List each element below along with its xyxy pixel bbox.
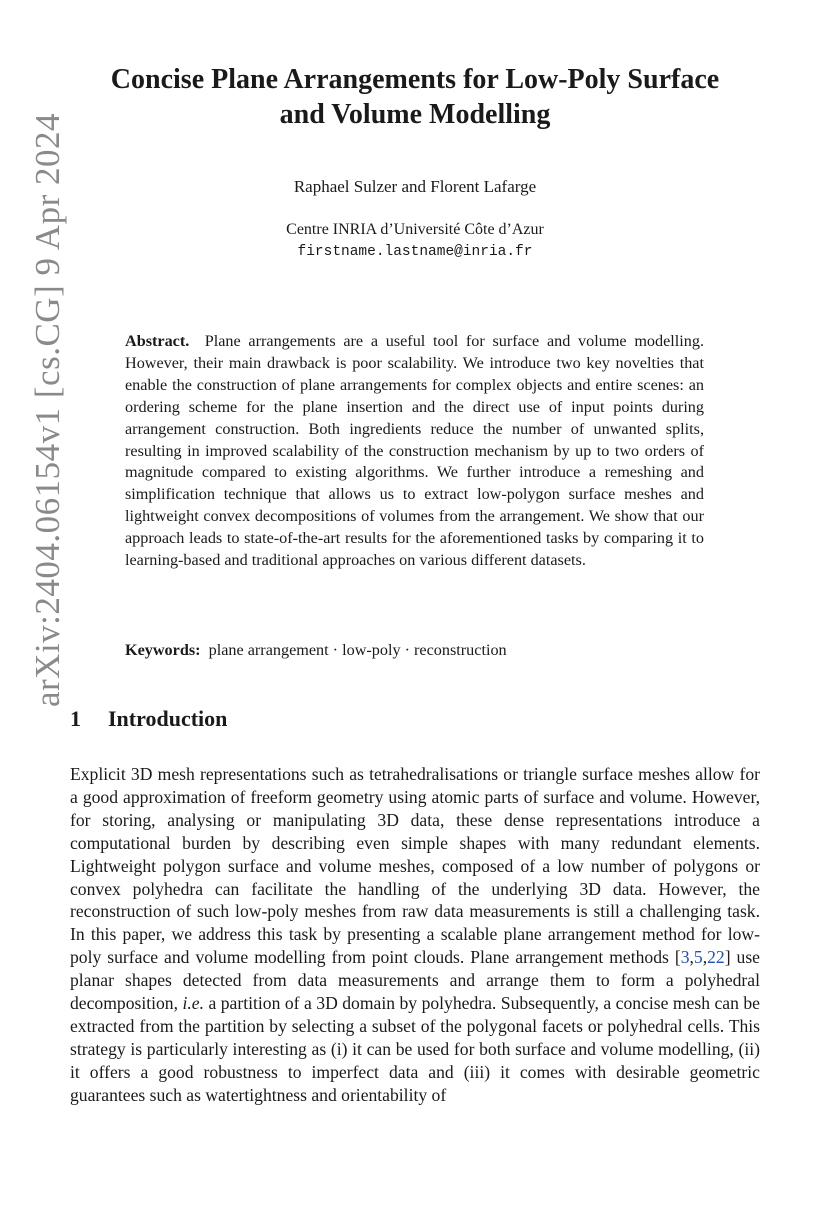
intro-text-2: ] use planar shapes detected from data measurements and arrange them to form a polyhedral decomposition,	[70, 947, 760, 1014]
section-number: 1	[70, 706, 81, 731]
citation-link[interactable]: 22	[707, 947, 725, 968]
abstract-text: Plane arrangements are a useful tool for surface and volume modelling. However, their main drawback is poor scalability. We introduce two key novelties that enable the construction of plane arrangements for complex objects and entire scenes: an ordering scheme for the plane insertion and the direct use of input points during arrangement construction. Both ingredients reduce the number of unwanted splits, resulting in improved scalability of the construction mechanism by up to two orders of magnitude compared to existing algorithms. We further introduce a remeshing and simplification technique that allows us to extract low-polygon surface meshes and lightweight convex decompositions of volumes from the arrangement. We show that our approach leads to state-of-the-art results for the aforementioned tasks by comparing it to learning-based and traditional approaches on various different datasets.	[125, 332, 705, 570]
intro-text-1: Explicit 3D mesh representations such as tetrahedralisations or triangle surface meshes allow for a good approximation of freeform geometry using atomic parts of surface and volume. However, for storing, analysing or manipulating 3D data, these dense representations introduce a computational burden by describing even simple shapes with many redundant elements. Lightweight polygon surface and volume meshes, composed of a low number of polygons or convex polyhedra can facilitate the handling of the underlying 3D data. However, the reconstruction of such low-poly meshes from raw data measurements is still a challenging task. In this paper, we address this task by presenting a scalable plane arrangement method for low-poly surface and volume modelling from point clouds. Plane arrangement methods [	[70, 764, 760, 968]
citation-link[interactable]: 3	[680, 947, 690, 968]
keywords-label: Keywords:	[125, 641, 201, 659]
abstract-label: Abstract.	[125, 332, 190, 350]
citation-link[interactable]: 5	[693, 947, 703, 968]
affiliation: Centre INRIA d’Université Côte d’Azur	[286, 221, 544, 238]
intro-text-3: a partition of a 3D domain by polyhedra. Subsequently, a concise mesh can be extracted from the partition by selecting a subset of the polygonal facets or polyhedral cells. This strategy is particularly interesting as (i) it can be used for both surface and volume modelling, (ii) it offers a good robustness to imperfect data and (iii) it comes with desirable geometric guarantees such as watertightness and orientability of	[70, 993, 760, 1105]
paper-title: Concise Plane Arrangements for Low-Poly Surface and Volume Modelling	[110, 64, 720, 130]
arxiv-identifier: arXiv:2404.06154v1 [cs.CG] 9 Apr 2024	[28, 112, 67, 708]
contact-email[interactable]: firstname.lastname@inria.fr	[297, 244, 533, 260]
author-list: Raphael Sulzer and Florent Lafarge	[293, 177, 537, 196]
affiliation-block	[100, 219, 730, 263]
keywords	[125, 639, 704, 661]
intro-ie: i.e.	[182, 993, 204, 1014]
keywords-text: plane arrangement · low-poly · reconstruction	[208, 641, 507, 659]
intro-paragraph: Explicit 3D mesh representations such as tetrahedralisations or triangle surface meshes allow for a good approximation of freeform geometry using atomic parts of surface and volume. However, for storing, analysing or manipulating 3D data, these dense representations introduce a computational burden by describing even simple shapes with many redundant elements. Lightweight polygon surface and volume meshes, composed of a low number of polygons or convex polyhedra can facilitate the handling of the underlying 3D data. However, the reconstruction of such low-poly meshes from raw data measurements is still a challenging task. In this paper, we address this task by presenting a scalable plane arrangement method for low-poly surface and volume modelling from point clouds. Plane arrangement methods [3,5,22] use planar shapes detected from data measurements and arrange them to form a polyhedral decomposition, i.e. a partition of a 3D domain by polyhedra. Subsequently, a concise mesh can be extracted from the partition by selecting a subset of the polygonal facets or polyhedral cells. This strategy is particularly interesting as (i) it can be used for both surface and volume modelling, (ii) it offers a good robustness to imperfect data and (iii) it comes with desirable geometric guarantees such as watertightness and orientability of	[70, 764, 760, 1105]
abstract	[125, 331, 704, 572]
section-title: Introduction	[108, 706, 228, 731]
section-heading	[70, 705, 227, 733]
